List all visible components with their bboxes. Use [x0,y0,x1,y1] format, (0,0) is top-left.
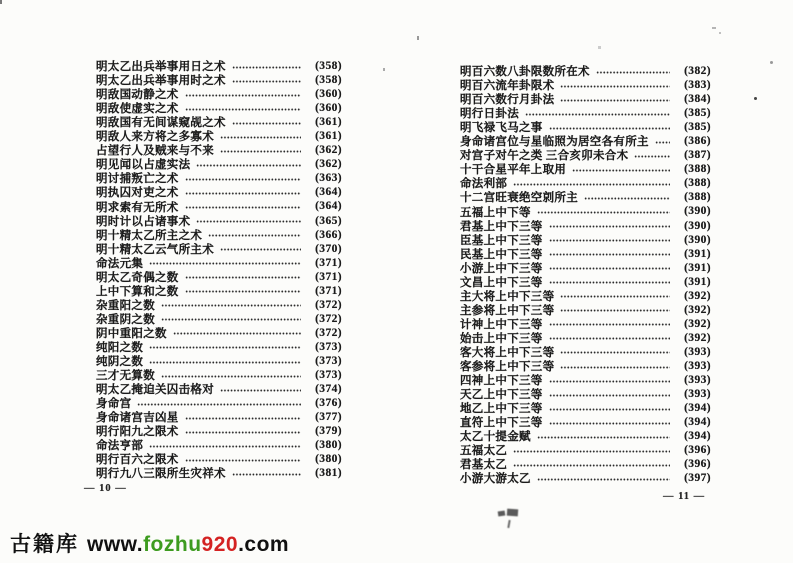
toc-entry-title: 明行九八三限所生灾祥术 [96,468,226,481]
toc-entry [96,256,342,270]
toc-entry [96,101,342,115]
toc-entry-title: 明十精太乙云气所主术 [96,243,214,256]
toc-entry [96,199,342,213]
toc-entry [460,373,711,387]
dotted-leader [549,123,670,134]
toc-entry-page-number: (388) [684,191,711,204]
dotted-leader [161,314,301,325]
toc-entry-title: 直符上中下三等 [460,417,543,430]
toc-entry-title: 命法元集 [96,257,144,270]
scan-speck [417,36,419,40]
toc-entry [460,331,711,345]
dotted-leader [185,104,301,115]
watermark-site-name: 古籍库 [10,533,79,556]
toc-entry [96,326,342,340]
toc-entry [96,115,342,129]
toc-entry-title: 杂重阴之数 [96,313,155,326]
toc-entry [460,219,711,233]
toc-entry-title: 明太乙奇偶之数 [96,271,179,284]
dotted-leader [220,385,301,396]
dotted-leader [173,328,301,339]
toc-entry-title: 小游大游太乙 [460,473,531,486]
dotted-leader [149,342,301,353]
dotted-leader [232,76,301,87]
toc-entry [96,452,342,466]
toc-entry [460,303,711,317]
toc-entry-title: 明行百六之限术 [96,454,179,467]
dotted-leader [549,277,670,288]
toc-entry-title: 计神上中下三等 [460,318,543,331]
dotted-leader [560,347,670,358]
toc-entry-title: 明行日卦法 [460,108,519,121]
toc-entry-title: 明百六数行月卦法 [460,94,555,107]
dotted-leader [560,362,670,373]
dotted-leader [185,174,301,185]
toc-entry-page-number: (388) [684,177,711,190]
toc-entry-title: 客大将上中下三等 [460,346,555,359]
toc-entry-page-number: (372) [315,298,342,311]
toc-entry-page-number: (373) [315,340,342,353]
toc-entry-title: 明执囚对吏之术 [96,187,179,200]
toc-entry-title: 始击上中下三等 [460,332,543,345]
toc-entry-title: 身命诸宫位与星临照为居空各有所主 [460,136,649,149]
toc-entry-page-number: (391) [684,275,711,288]
toc-entry [96,354,342,368]
toc-entry-page-number: (393) [684,345,711,358]
dotted-leader [549,319,670,330]
toc-entry-page-number: (376) [315,397,342,410]
toc-entry-page-number: (384) [684,93,711,106]
dotted-leader [149,441,301,452]
toc-entry-title: 五福上中下等 [460,206,531,219]
toc-entry [460,387,711,401]
toc-entry-page-number: (387) [684,149,711,162]
toc-entry-title: 明飞禄飞马之事 [460,122,543,135]
toc-entry-title: 文昌上中下三等 [460,276,543,289]
dotted-leader [513,460,670,471]
scan-speck [712,27,716,29]
toc-entry-title: 地乙上中下三等 [460,403,543,416]
dotted-leader [655,137,670,148]
toc-entry-title: 十二宫旺衰绝空剠所主 [460,192,578,205]
dotted-leader [596,67,670,78]
toc-entry-title: 身命宫 [96,398,132,411]
toc-entry [460,92,711,106]
toc-entry [96,59,342,73]
toc-entry-title: 明讨捕叛亡之术 [96,173,179,186]
toc-entry-title: 四神上中下三等 [460,375,543,388]
toc-entry [460,120,711,134]
dotted-leader [560,305,670,316]
toc-entry-page-number: (377) [315,411,342,424]
toc-entry-page-number: (394) [684,402,711,415]
toc-entry [460,359,711,373]
toc-entry [96,382,342,396]
toc-entry-title: 明敌使虚实之术 [96,103,179,116]
dotted-leader [634,151,670,162]
watermark-url-prefix: www. [87,533,144,556]
scan-speck [719,32,721,34]
dotted-leader [196,160,301,171]
toc-entry-title: 杂重阳之数 [96,299,155,312]
dotted-leader [220,244,301,255]
toc-entry-title: 明十精太乙所主之术 [96,229,203,242]
toc-entry-title: 民基上中下三等 [460,248,543,261]
toc-entry-page-number: (392) [684,317,711,330]
toc-entry-page-number: (361) [315,130,342,143]
toc-entry-page-number: (358) [315,60,342,73]
toc-entry [96,143,342,157]
toc-entry-title: 命法利部 [460,178,508,191]
toc-entry-title: 占望行人及贼来与不来 [96,145,214,158]
toc-entry-page-number: (373) [315,369,342,382]
toc-entry-title: 明求索有无所术 [96,201,179,214]
toc-entry-page-number: (396) [684,444,711,457]
toc-entry [460,275,711,289]
toc-entry-page-number: (371) [315,270,342,283]
dotted-leader [161,300,301,311]
toc-entry [96,87,342,101]
watermark-url-red: 920 [201,533,239,556]
dotted-leader [185,286,301,297]
toc-entry-title: 命法亨部 [96,440,144,453]
toc-entry [460,233,711,247]
dotted-leader [232,118,301,129]
dotted-leader [572,165,670,176]
toc-entry [96,396,342,410]
toc-entry [96,214,342,228]
toc-entry-page-number: (380) [315,439,342,452]
toc-entry [96,340,342,354]
dotted-leader [549,376,670,387]
dotted-leader [549,404,670,415]
toc-entry-page-number: (393) [684,374,711,387]
scan-speck [383,68,385,71]
toc-entry-title: 明敌人来方将之多寡术 [96,131,214,144]
toc-entry-page-number: (391) [684,247,711,260]
dotted-leader [185,427,301,438]
toc-entry-page-number: (365) [315,214,342,227]
toc-entry-page-number: (390) [684,219,711,232]
toc-entry [96,410,342,424]
toc-entry-page-number: (380) [315,453,342,466]
dotted-leader [185,188,301,199]
dotted-leader [185,202,301,213]
toc-entry [96,270,342,284]
toc-entry [96,298,342,312]
toc-entry-title: 对宫子对午之类 三合亥卯未合木 [460,150,629,163]
toc-entry-page-number: (364) [315,200,342,213]
dotted-leader [537,207,670,218]
scan-speck [770,61,773,64]
toc-entry-page-number: (382) [684,65,711,78]
toc-entry-page-number: (372) [315,326,342,339]
toc-entry [96,466,342,480]
toc-entry [96,129,342,143]
toc-entry [460,471,711,485]
toc-entry-title: 明太乙出兵举事用日之术 [96,61,226,74]
toc-entry-page-number: (396) [684,458,711,471]
toc-entry-page-number: (379) [315,425,342,438]
dotted-leader [537,432,670,443]
toc-entry-page-number: (372) [315,312,342,325]
toc-entry-page-number: (388) [684,163,711,176]
toc-entry-title: 明见闻以占虚实法 [96,159,191,172]
toc-entry [96,438,342,452]
dotted-leader [560,81,670,92]
toc-entry-page-number: (363) [315,172,342,185]
toc-entry [96,368,342,382]
toc-entry [460,134,711,148]
toc-entry [460,289,711,303]
toc-entry [460,176,711,190]
toc-entry-title: 十干合星平年上取用 [460,164,567,177]
toc-entry-title: 纯阴之数 [96,356,144,369]
toc-entry [96,73,342,87]
toc-entry [460,148,711,162]
watermark-url-green: fozhu [143,533,202,556]
toc-entry-title: 明太乙出兵举事用时之术 [96,75,226,88]
toc-entry [460,204,711,218]
dotted-leader [149,357,301,368]
toc-entry [96,228,342,242]
toc-entry-page-number: (391) [684,261,711,274]
toc-entry-page-number: (360) [315,88,342,101]
toc-entry-title: 五福太乙 [460,445,508,458]
dotted-leader [220,132,301,143]
toc-entry-page-number: (394) [684,430,711,443]
dotted-leader [232,469,301,480]
toc-entry-page-number: (392) [684,303,711,316]
toc-entry-page-number: (397) [684,472,711,485]
toc-entry [96,284,342,298]
toc-entry-page-number: (381) [315,467,342,480]
toc-entry-page-number: (364) [315,186,342,199]
toc-entry [460,457,711,471]
toc-entry-title: 明百六流年卦限术 [460,80,555,93]
dotted-leader [560,95,670,106]
toc-entry-page-number: (385) [684,121,711,134]
dotted-leader [149,258,301,269]
toc-entry-title: 身命诸宫吉凶星 [96,412,179,425]
dotted-leader [549,418,670,429]
toc-entry-page-number: (392) [684,331,711,344]
toc-entry-title: 主大将上中下三等 [460,290,555,303]
toc-entry [460,64,711,78]
dotted-leader [185,90,301,101]
scan-speck [0,0,2,4]
toc-entry-title: 主参将上中下三等 [460,304,555,317]
toc-entry [460,190,711,204]
toc-entry-page-number: (392) [684,289,711,302]
dotted-leader [161,371,301,382]
toc-entry-title: 阴中重阳之数 [96,327,167,340]
toc-entry-title: 天乙上中下三等 [460,389,543,402]
watermark [10,528,289,558]
toc-entry [96,424,342,438]
dotted-leader [513,446,670,457]
toc-entry-page-number: (358) [315,74,342,87]
watermark-url-suffix: .com [238,533,290,556]
toc-entry [460,261,711,275]
toc-entry-title: 太乙十提金赋 [460,431,531,444]
dotted-leader [185,455,301,466]
dotted-leader [549,263,670,274]
toc-entry [460,317,711,331]
toc-entry [460,401,711,415]
toc-entry-title: 臣基上中下三等 [460,234,543,247]
toc-entry-page-number: (370) [315,242,342,255]
toc-entry-page-number: (361) [315,116,342,129]
dotted-leader [537,474,670,485]
dotted-leader [584,193,670,204]
toc-entry-title: 君基上中下三等 [460,220,543,233]
toc-entry [96,242,342,256]
toc-entry-page-number: (390) [684,205,711,218]
toc-entry [96,185,342,199]
toc-entry-page-number: (390) [684,233,711,246]
toc-entry-title: 客参将上中下三等 [460,361,555,374]
dotted-leader [196,216,301,227]
toc-entry-page-number: (393) [684,360,711,372]
toc-entry-page-number: (385) [684,107,711,120]
dotted-leader [560,291,670,302]
toc-entry-page-number: (371) [315,256,342,269]
toc-entry-page-number: (373) [315,355,342,367]
dotted-leader [185,272,301,283]
toc-entry-title: 小游上中下三等 [460,262,543,275]
toc-entry [96,171,342,185]
page-number-left: — 10 — [84,483,127,494]
toc-entry-page-number: (362) [315,144,342,157]
dotted-leader [525,109,670,120]
dotted-leader [232,62,301,73]
toc-entry-page-number: (383) [684,79,711,92]
toc-entry [460,78,711,92]
dotted-leader [549,235,670,246]
toc-entry-title: 明时计以占诸事术 [96,215,191,228]
toc-left-page-column [96,59,342,480]
toc-entry-title: 上中下算和之数 [96,285,179,298]
toc-entry-title: 明敌国有无间谋窥觇之术 [96,117,226,130]
toc-entry-title: 三才无算数 [96,370,155,383]
dotted-leader [513,179,670,190]
toc-right-page-column [460,64,711,485]
scan-speck [598,46,601,49]
toc-entry [460,106,711,120]
toc-entry-page-number: (360) [315,102,342,115]
toc-entry-title: 纯阳之数 [96,341,144,354]
toc-entry-title: 君基太乙 [460,459,508,472]
toc-entry [96,157,342,171]
toc-entry-page-number: (394) [684,416,711,429]
dotted-leader [220,146,301,157]
toc-entry-title: 明敌国动静之术 [96,89,179,102]
dotted-leader [208,230,301,241]
dotted-leader [549,390,670,401]
toc-entry [460,162,711,176]
toc-entry-page-number: (393) [684,388,711,401]
toc-entry-title: 明太乙掩迫关囚击格对 [96,384,214,397]
dotted-leader [549,333,670,344]
toc-entry-title: 明百六数八卦限数所在术 [460,66,590,79]
dotted-leader [137,399,301,410]
page-number-right: — 11 — [663,491,706,502]
toc-entry-page-number: (362) [315,158,342,171]
toc-entry-page-number: (371) [315,284,342,297]
scan-speck [754,97,757,100]
toc-entry-page-number: (366) [315,228,342,241]
toc-entry-page-number: (386) [684,135,711,148]
ink-smudge [497,509,523,529]
toc-entry-page-number: (374) [315,383,342,396]
dotted-leader [549,249,670,260]
toc-entry [460,415,711,429]
toc-entry [460,443,711,457]
toc-entry [96,312,342,326]
toc-entry [460,247,711,261]
toc-entry-title: 明行阳九之限术 [96,426,179,439]
toc-entry [460,429,711,443]
dotted-leader [549,221,670,232]
toc-entry [460,345,711,359]
dotted-leader [185,413,301,424]
